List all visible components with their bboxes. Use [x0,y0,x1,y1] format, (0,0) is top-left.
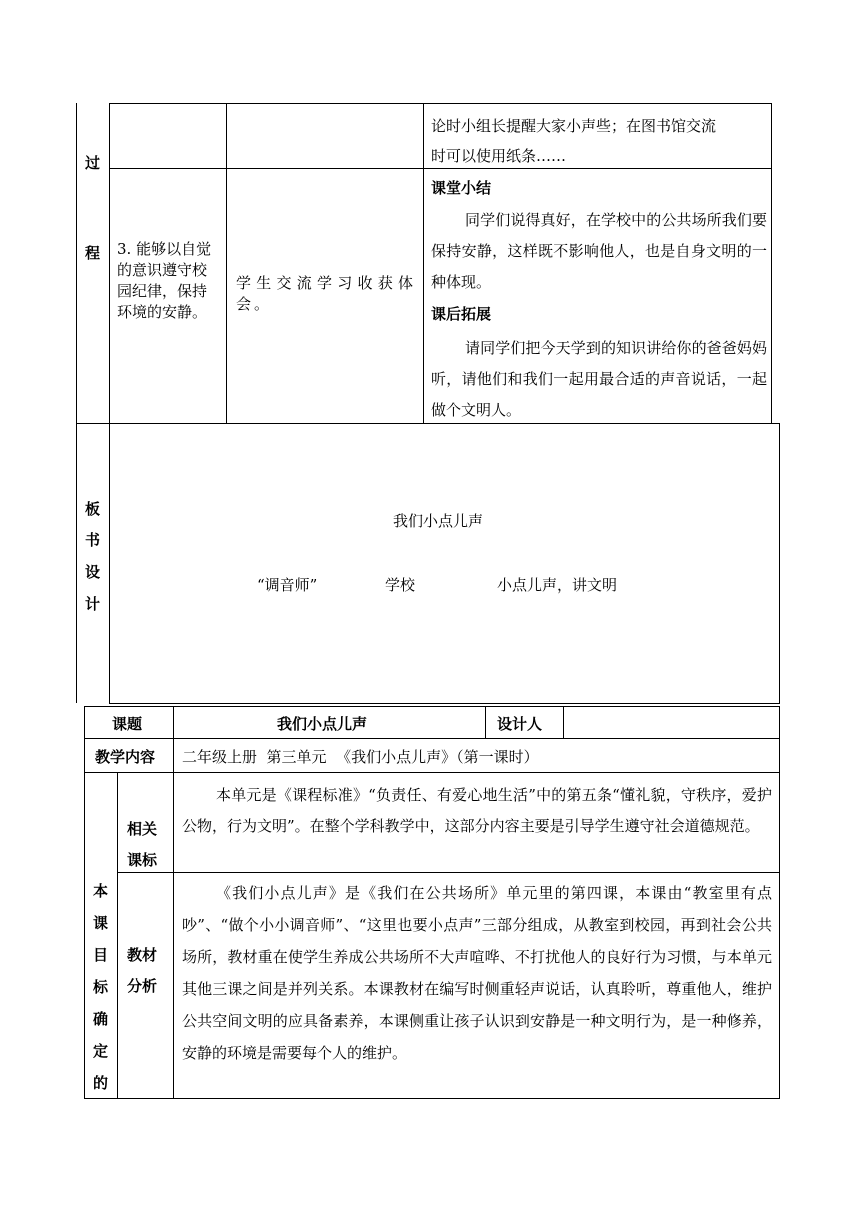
extension-heading: 课后拓展 [431,305,492,323]
goal-label-char: 确 [93,1010,109,1028]
content-label: 教学内容 [95,748,156,766]
extension-text: 请同学们把今天学到的知识讲给你的爸爸妈妈听，请他们和我们一起用最合适的声音说话，一起做个文明人。 [431,339,767,419]
board-title: 我们小点儿声 [393,512,484,530]
analysis-text: 《我们小点儿声》是《我们在公共场所》单元里的第四课，本课由“教室里有点吵”、“做个小小调音师”、“这里也要小点声”三部分组成，从教室到校园，再到社会公共场所，教材重在使学生养成公共场所不大声喧哗、不打扰他人的良好行为习惯，与本单元其他三课之间是并列关系。本课教材在编写时侧重轻声说话，认真聆听，尊重他人，维护公共空间文明的应具备素养，本课侧重让孩子认识到安静是一种文明行为，是一种修养，安静的环境是需要每个人的维护。 [182,884,772,1062]
board-label-char: 计 [85,595,101,613]
row1-activity-line: 论时小组长提醒大家小声些；在图书馆交流 [431,117,717,135]
standard-label: 相关课标 [127,820,158,869]
goal-label-char: 目 [93,946,109,964]
process-label-char: 程 [85,244,101,262]
board-label-char: 书 [85,531,101,549]
process-label-char: 过 [85,154,101,172]
board-item: 小点儿声，讲文明 [497,576,618,594]
analysis-label: 教材分析 [127,946,158,995]
board-item: “调音师” [257,576,318,594]
designer-label: 设计人 [497,715,543,733]
goal-label-char: 课 [93,914,109,932]
topic-value: 我们小点儿声 [277,715,368,733]
board-label-char: 设 [85,563,101,581]
goal-label-char: 本 [93,882,109,900]
goal-label-char: 的 [93,1074,109,1092]
board-item: 学校 [385,576,416,594]
content-value: 二年级上册 第三单元 《我们小点儿声》（第一课时） [182,748,539,766]
row1-activity-line: 时可以使用纸条…… [431,147,567,165]
topic-label: 课题 [112,715,143,733]
row2-student-activity: 学生交流学习收获体会。 [236,274,416,313]
standard-text: 本单元是《课程标准》“负责任、有爱心地生活”中的第五条“懂礼貌，守秩序，爱护公物，行为文明”。在整个学科教学中，这部分内容主要是引导学生遵守社会道德规范。 [182,786,772,835]
goal-label-char: 标 [93,978,109,996]
summary-text: 同学们说得真好，在学校中的公共场所我们要保持安静，这样既不影响他人，也是自身文明的一种体现。 [431,211,767,291]
row2-goal-text: 3. 能够以自觉的意识遵守校园纪律，保持环境的安静。 [117,240,212,321]
summary-heading: 课堂小结 [431,179,492,197]
board-label-char: 板 [85,500,101,518]
goal-label-char: 定 [93,1042,109,1060]
